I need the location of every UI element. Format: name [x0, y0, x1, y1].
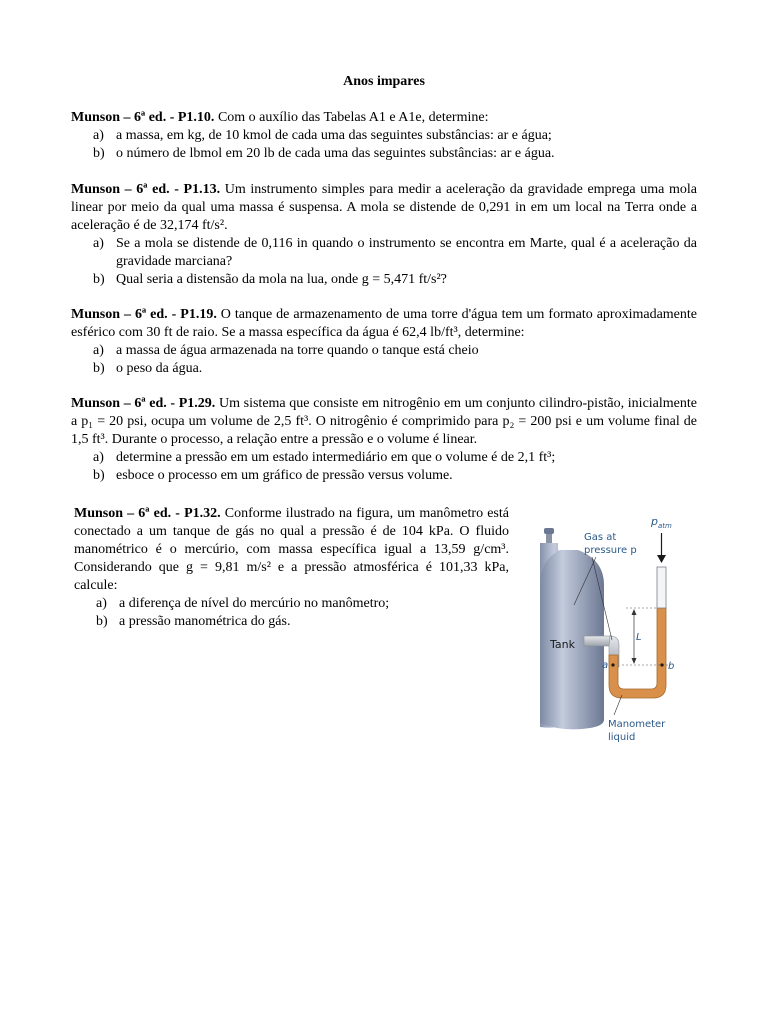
item-text: a massa de água armazenada na torre quando o tanque está cheio [116, 343, 479, 358]
list-item [71, 449, 697, 467]
problem-statement [71, 181, 697, 235]
gas-label-line-2: pressure p [584, 545, 637, 556]
problem-p1-10 [71, 109, 697, 163]
point-b [660, 663, 663, 666]
point-a [611, 663, 614, 666]
item-text: o número de lbmol em 20 lb de cada uma das seguintes substâncias: ar e água. [116, 146, 555, 161]
gas-tank [538, 528, 604, 729]
problem-statement [71, 395, 697, 449]
problem-intro: O tanque de armazenamento de uma torre d'água tem um formato aproximadamente esférico com 30 ft de raio. Se a massa específica da água é 62,4 lb/ft³, determine: [71, 307, 697, 340]
item-label: b) [96, 614, 108, 629]
gas-label-line-1: Gas at [584, 532, 617, 543]
item-label: a) [93, 128, 104, 143]
problem-items [71, 449, 697, 485]
problem-intro: Um sistema que consiste em nitrogênio em um conjunto cilindro-pistão, inicialmente a p₁ = 20 psi, ocupa um volume de 2,5 ft³. O nitrogênio é comprimido para p₂ = 200 psi e um volume final de 1,5 ft³. Durante o processo, a relação entre a pressão e o volume é linear. [71, 396, 697, 447]
list-item [71, 467, 697, 485]
point-a-label: a [602, 660, 609, 671]
item-text: a massa, em kg, de 10 kmol de cada uma das seguintes substâncias: ar e água; [116, 128, 552, 143]
list-item [74, 595, 509, 613]
problem-intro: Conforme ilustrado na figura, um manômetro está conectado a um tanque de gás no qual a pressão é de 104 kPa. O fluido manométrico é o mercúrio, com massa específica igual a 13,59 g/cm³. Considerando que g = 9,81 m/s² e a pressão atmosférica é 101,33 kPa, calcule: [74, 506, 509, 593]
problem-statement [71, 109, 697, 127]
problem-header: Munson – 6ª ed. - P1.10. [71, 110, 215, 125]
problem-p1-19 [71, 306, 697, 378]
problem-intro: Um instrumento simples para medir a aceleração da gravidade emprega uma mola linear por meio da qual uma massa é suspensa. A mola se distende de 0,291 in em um local na Terra onde a aceleração é de 32,174 ft/s². [71, 182, 697, 233]
manometer-label-line-2: liquid [608, 732, 636, 743]
problem-p1-29 [71, 395, 697, 485]
item-text: a diferença de nível do mercúrio no manômetro; [119, 596, 390, 611]
manometer-label-line-1: Manometer [608, 719, 666, 730]
list-item [71, 127, 697, 145]
problem-items [71, 127, 697, 163]
item-label: a) [96, 596, 107, 611]
atmospheric-pressure-arrow [650, 515, 672, 563]
item-label: a) [93, 343, 104, 358]
item-label: a) [93, 236, 104, 251]
problem-intro: Com o auxílio das Tabelas A1 e A1e, determine: [214, 110, 489, 125]
list-item [71, 145, 697, 163]
item-label: a) [93, 450, 104, 465]
list-item [71, 342, 697, 360]
problem-header: Munson – 6ª ed. - P1.19. [71, 307, 217, 322]
tank-cap [544, 528, 554, 534]
length-label: L [636, 632, 642, 643]
tank-label: Tank [550, 638, 575, 651]
patm-label: $p_{atm}$ [651, 515, 672, 530]
page-title: Anos impares [343, 74, 425, 89]
item-label: b) [93, 272, 105, 287]
problem-items [71, 342, 697, 378]
problem-header: Munson – 6ª ed. - P1.13. [71, 182, 221, 197]
problem-statement [71, 306, 697, 342]
item-label: b) [93, 468, 105, 483]
item-label: b) [93, 146, 105, 161]
list-item [71, 235, 697, 271]
manometer-liquid-label [608, 695, 666, 743]
open-tube [657, 567, 666, 608]
list-item [71, 271, 697, 289]
problem-header: Munson – 6ª ed. - P1.29. [71, 396, 216, 411]
point-b-label: b [668, 661, 675, 672]
list-item [71, 360, 697, 378]
item-text: esboce o processo em um gráfico de pressão versus volume. [116, 468, 453, 483]
item-label: b) [93, 361, 105, 376]
list-item [74, 613, 509, 631]
problem-items [71, 235, 697, 289]
problem-p1-13 [71, 181, 697, 289]
problem-header: Munson – 6ª ed. - P1.32. [74, 506, 221, 521]
item-text: Se a mola se distende de 0,116 in quando o instrumento se encontra em Marte, qual é a aceleração da gravidade marciana? [116, 236, 697, 269]
item-text: determine a pressão em um estado intermediário em que o volume é de 2,1 ft³; [116, 450, 556, 465]
tank-valve [546, 533, 552, 543]
item-text: a pressão manométrica do gás. [119, 614, 291, 629]
problem-p1-32 [74, 505, 509, 631]
problem-statement [74, 505, 509, 595]
item-text: o peso da água. [116, 361, 203, 376]
manometer-figure [522, 505, 682, 750]
item-text: Qual seria a distensão da mola na lua, onde g = 5,471 ft/s²? [116, 272, 447, 287]
problem-items [74, 595, 509, 631]
